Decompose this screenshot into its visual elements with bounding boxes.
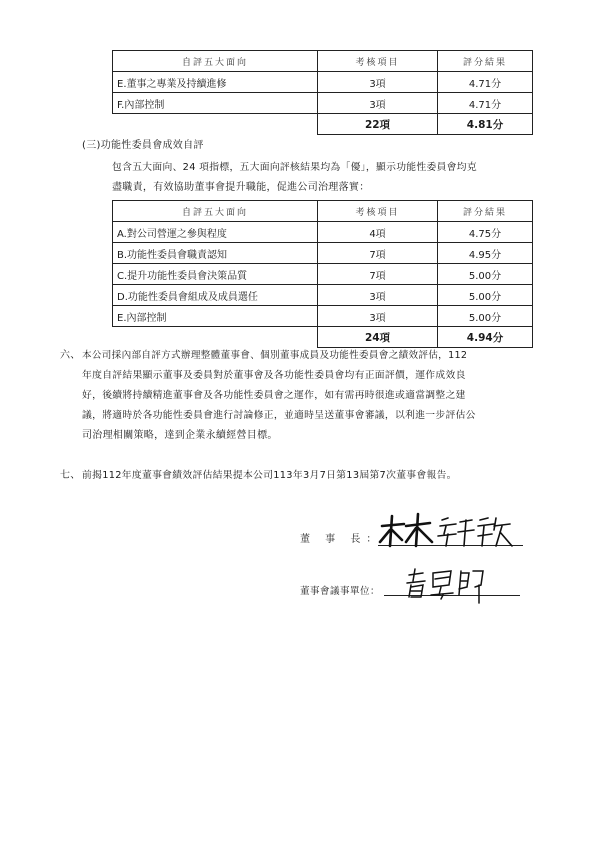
table-committee-evaluation (112, 200, 533, 348)
total-items-cell: 24項 (318, 327, 438, 348)
items-cell: 7項 (318, 264, 438, 285)
table-row (113, 222, 533, 243)
item6-number: 六、 (60, 350, 81, 361)
header-aspect: 自評五大面向 (113, 51, 318, 72)
item6-line: 好，後續將持續精進董事會及各功能性委員會之運作，如有需再時很進或適當調整之建 (82, 390, 466, 401)
aspect-cell: F.內部控制 (113, 93, 318, 114)
score-cell: 4.71分 (438, 72, 533, 93)
items-cell: 3項 (318, 306, 438, 327)
items-cell: 4項 (318, 222, 438, 243)
score-cell: 4.95分 (438, 243, 533, 264)
item7-number: 七、 (60, 470, 81, 481)
section3-intro-line1: 包含五大面向、24 項指標，五大面向評核結果均為「優」，顯示功能性委員會均克 (112, 162, 477, 173)
items-cell: 7項 (318, 243, 438, 264)
score-cell: 4.71分 (438, 93, 533, 114)
items-cell: 3項 (318, 285, 438, 306)
item7-text: 前揭112年度董事會績效評估結果提本公司113年3月7日第13屆第7次董事會報告。 (82, 470, 457, 481)
table-row (113, 285, 533, 306)
table-header-row (113, 201, 533, 222)
secretary-signature (405, 565, 495, 605)
table-header-row (113, 51, 533, 72)
header-score: 評分結果 (438, 51, 533, 72)
item6-line: 本公司採內部自評方式辦理整體董事會、個別董事成員及功能性委員會之績效評估，112 (82, 350, 468, 361)
total-score-cell: 4.94分 (438, 327, 533, 348)
aspect-cell: A.對公司營運之參與程度 (113, 222, 318, 243)
header-score: 評分結果 (438, 201, 533, 222)
table-total-row (113, 114, 533, 135)
table-row (113, 93, 533, 114)
items-cell: 3項 (318, 93, 438, 114)
table-total-row (113, 327, 533, 348)
item6-line: 司治理相關策略，達到企業永續經營目標。 (82, 430, 278, 441)
aspect-cell: E.董事之專業及持續進修 (113, 72, 318, 93)
section3-heading: (三)功能性委員會成效自評 (82, 140, 204, 151)
total-blank-cell (113, 327, 318, 348)
aspect-cell: C.提升功能性委員會決策品質 (113, 264, 318, 285)
total-blank-cell (113, 114, 318, 135)
total-items-cell: 22項 (318, 114, 438, 135)
table-row (113, 72, 533, 93)
score-cell: 5.00分 (438, 285, 533, 306)
total-score-cell: 4.81分 (438, 114, 533, 135)
item6-paragraph (82, 346, 552, 446)
item6-line: 議，將適時於各功能性委員會進行討論修正，並適時呈送董事會審議，以利進一步評估公 (82, 410, 476, 421)
header-items: 考核項目 (318, 51, 438, 72)
items-cell: 3項 (318, 72, 438, 93)
table-row (113, 264, 533, 285)
aspect-cell: E.內部控制 (113, 306, 318, 327)
score-cell: 5.00分 (438, 264, 533, 285)
secretary-label: 董事會議事單位： (300, 586, 381, 597)
aspect-cell: B.功能性委員會職責認知 (113, 243, 318, 264)
aspect-cell: D.功能性委員會組成及成員選任 (113, 285, 318, 306)
header-aspect: 自評五大面向 (113, 201, 318, 222)
section3-intro-line2: 盡職責，有效協助董事會提升職能，促進公司治理落實： (112, 182, 370, 193)
table-row (113, 243, 533, 264)
score-cell: 4.75分 (438, 222, 533, 243)
chairman-signature (376, 512, 516, 550)
header-items: 考核項目 (318, 201, 438, 222)
table-row (113, 306, 533, 327)
item6-line: 年度自評結果顯示董事及委員對於董事會及各功能性委員會均有正面評價，運作成效良 (82, 370, 466, 381)
table-board-evaluation (112, 50, 533, 135)
chairman-label: 董 事 長： (300, 534, 383, 545)
score-cell: 5.00分 (438, 306, 533, 327)
